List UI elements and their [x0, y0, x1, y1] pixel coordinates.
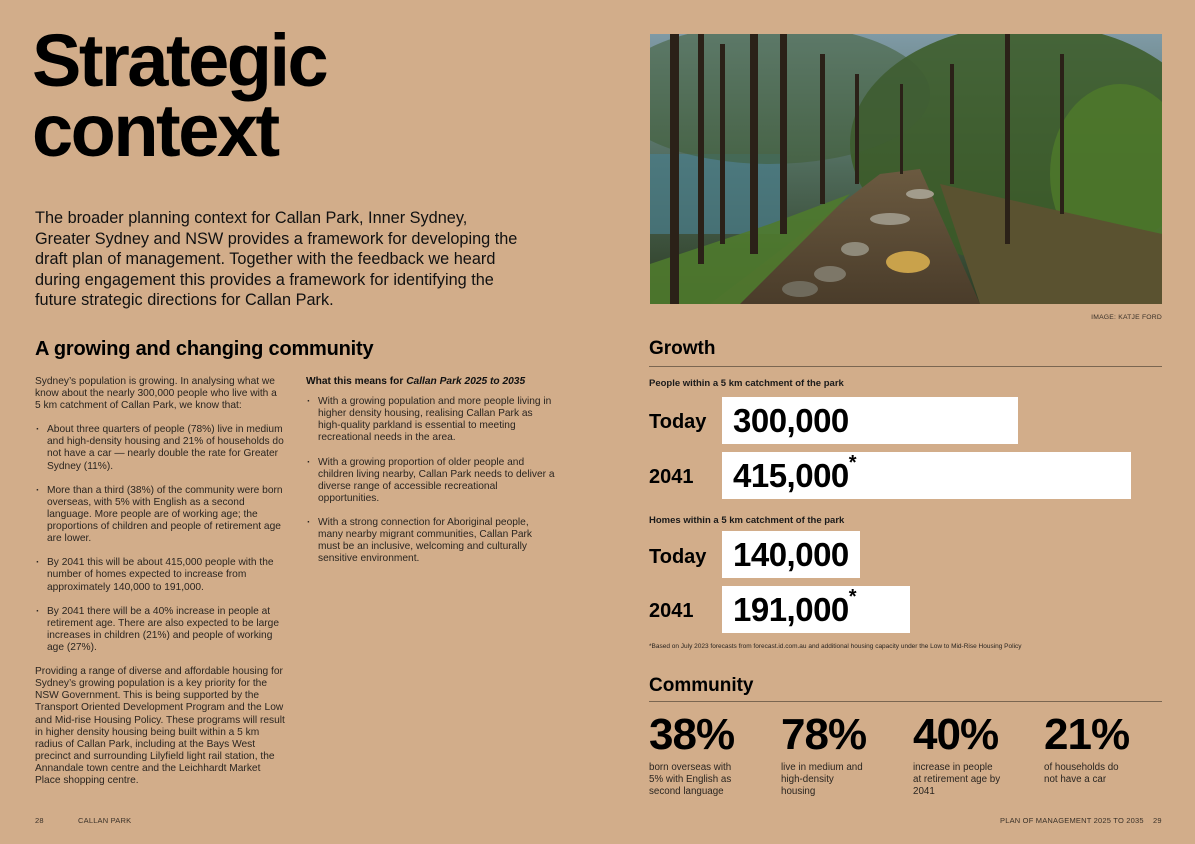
intro-paragraph: The broader planning context for Callan Park, Inner Sydney, Greater Sydney and NSW provides a framework for developing the draft plan of management. Together with the feedback we heard during engagement this provides a framework for identifying the future strategic directions for Callan Park.: [35, 209, 518, 309]
homes-2041-value: 191,000: [733, 591, 849, 628]
list-item: · About three quarters of people (78%) live in medium and high-density housing and 21% of households do not have a car — nearly double the rate for Greater Sydney (11%).: [35, 424, 285, 472]
homes-today-value: 140,000: [733, 536, 849, 573]
stat-no-car: [1044, 712, 1174, 786]
implications-list: [306, 396, 556, 565]
section-heading: A growing and changing community: [35, 338, 374, 360]
people-today-box: [722, 397, 1018, 444]
title-line-2: context: [32, 89, 278, 172]
list-item: · By 2041 there will be a 40% increase in people at retirement age. There are also expected to be large increases in children (21%) and people of working age (27%).: [35, 606, 285, 654]
left-page-number: 28: [35, 816, 44, 825]
people-caption: People within a 5 km catchment of the park: [649, 378, 844, 389]
growth-heading: Growth: [649, 338, 716, 359]
column-implications: [306, 376, 556, 578]
stat-born-overseas: [649, 712, 779, 799]
list-item: · More than a third (38%) of the community were born overseas, with 5% with English as a second language. More people are of working age; the proportions of children and people of retirement age are lower.: [35, 485, 285, 545]
list-item: · With a growing proportion of older people and children living nearby, Callan Park needs to deliver a diverse range of accessible recreational opportunities.: [306, 457, 556, 505]
community-heading: Community: [649, 675, 754, 696]
homes-2041-asterisk: *: [848, 586, 857, 608]
page-title: [32, 19, 392, 172]
stat-description: increase in people at retirement age by 2041: [913, 762, 1001, 798]
forest-path-illustration: [650, 34, 1162, 304]
stat-medium-high-density: [781, 712, 911, 799]
stat-value: 78%: [781, 710, 867, 759]
stat-description: of households do not have a car: [1044, 762, 1119, 786]
homes-today-box: [722, 531, 860, 578]
facts-list: [35, 424, 285, 654]
growth-footnote: *Based on July 2023 forecasts from forecast.id.com.au and additional housing capacity under the Low to Mid-Rise Housing Policy: [649, 643, 1022, 650]
stat-retirement-increase: [913, 712, 1043, 799]
right-footer-label: PLAN OF MANAGEMENT 2025 TO 2035: [1000, 816, 1144, 825]
stat-value: 40%: [913, 710, 999, 759]
list-item: · By 2041 this will be about 415,000 people with the number of homes expected to increase from approximately 140,000 to 191,000.: [35, 557, 285, 593]
people-2041-value: 415,000: [733, 457, 849, 494]
list-item: · With a growing population and more people living in higher density housing, realising Callan Park as high-quality parkland is essential to meeting recreational needs in the area.: [306, 396, 556, 444]
community-divider: [649, 701, 1162, 702]
closing-paragraph: Providing a range of diverse and affordable housing for Sydney’s growing population is a key priority for the NSW Government. This is being supported by the Transport Oriented Development Program and the Low and Mid-rise Housing Policy. These programs will result in higher density housing being built within a 5 km radius of Callan Park, including at the Bays West precinct and surrounding Lilyfield light rail station, the Annandale town centre and the Leichhardt Market Place shopping centre.: [35, 666, 285, 786]
column-community-facts: [35, 376, 285, 799]
homes-caption: Homes within a 5 km catchment of the park: [649, 515, 845, 526]
stat-description: live in medium and high-density housing: [781, 762, 863, 798]
homes-today-label: Today: [649, 546, 707, 568]
people-2041-asterisk: *: [848, 452, 857, 474]
forest-path-photo: [650, 34, 1162, 304]
image-credit: IMAGE: KATJE FORD: [1091, 314, 1162, 321]
homes-2041-label: 2041: [649, 600, 694, 622]
lead-paragraph: Sydney’s population is growing. In analysing what we know about the nearly 300,000 people who live with a 5 km catchment of Callan Park, we know that:: [35, 376, 277, 412]
left-footer-label: CALLAN PARK: [78, 816, 132, 825]
people-today-value: 300,000: [733, 402, 849, 439]
implications-heading: [306, 376, 556, 388]
growth-divider: [649, 366, 1162, 367]
title-line-1: Strategic: [32, 19, 327, 102]
stat-value: 21%: [1044, 710, 1130, 759]
right-page-number: 29: [1153, 816, 1162, 825]
people-2041-box: [722, 452, 1131, 499]
stat-value: 38%: [649, 710, 735, 759]
homes-2041-box: [722, 586, 910, 633]
implications-heading-prefix: What this means for: [306, 376, 407, 387]
list-item: · With a strong connection for Aboriginal people, many nearby migrant communities, Callan Park must be an inclusive, welcoming and culturally sensitive environment.: [306, 517, 556, 565]
people-2041-label: 2041: [649, 466, 694, 488]
stat-description: born overseas with 5% with English as second language: [649, 762, 732, 798]
implications-heading-italic: Callan Park 2025 to 2035: [406, 376, 526, 387]
people-today-label: Today: [649, 411, 707, 433]
